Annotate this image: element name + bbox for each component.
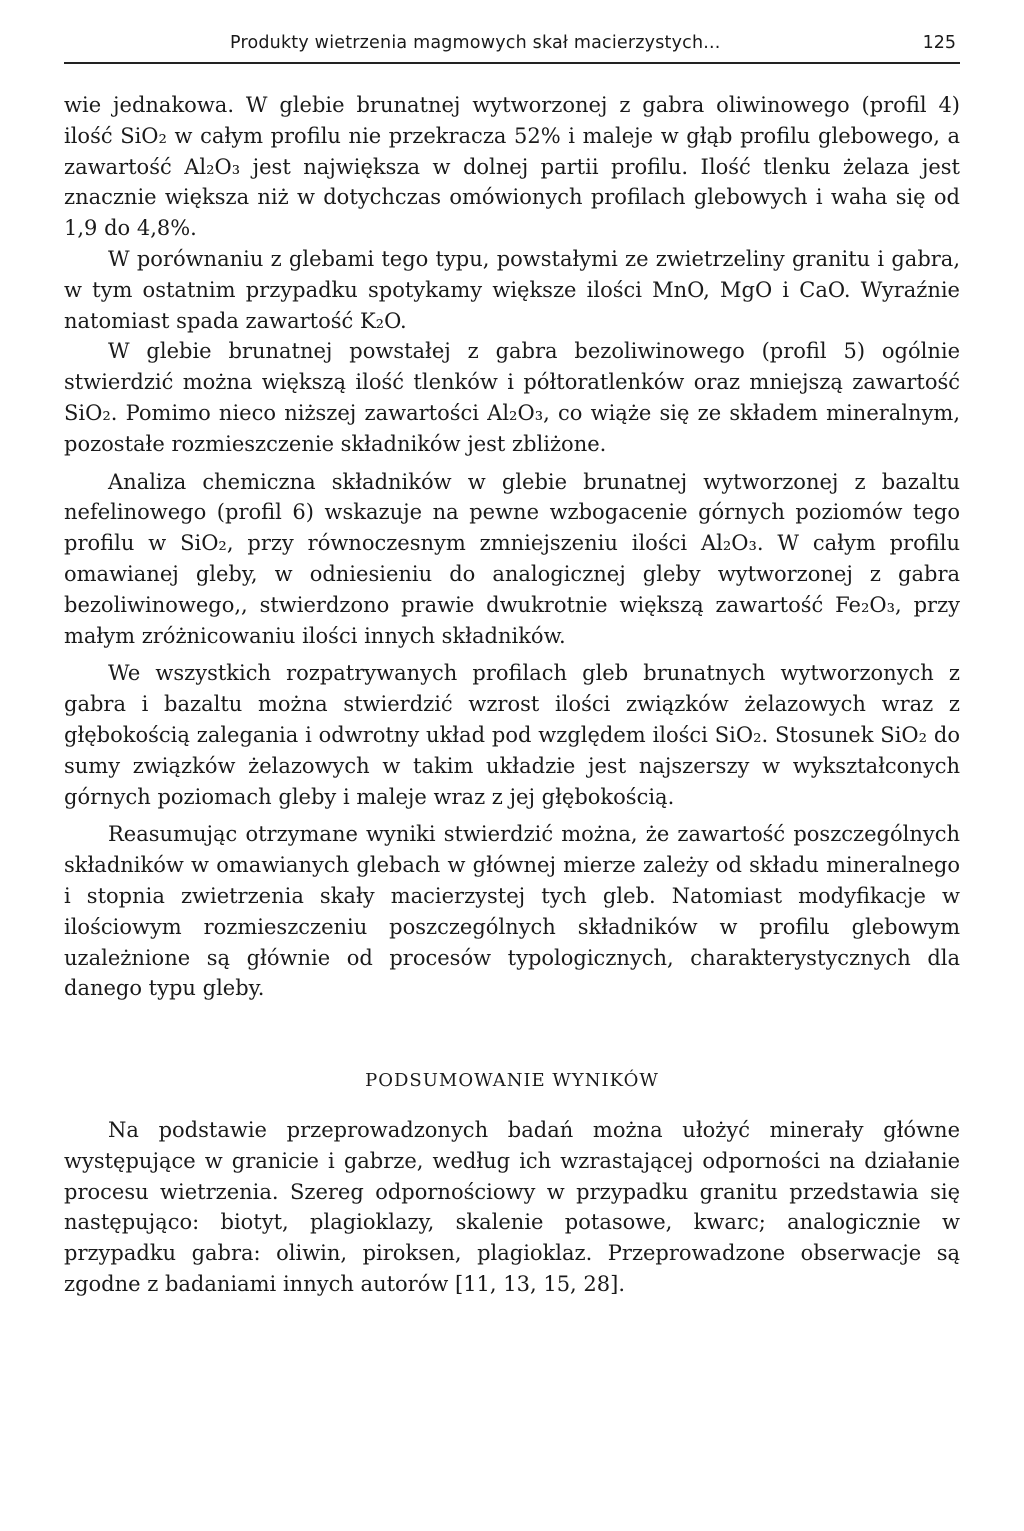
paragraph-4: Analiza chemiczna składników w glebie brunatnej wytworzonej z bazaltu nefelinowego (profil 6) wskazuje na pewne wzbogacenie górnych poziomów tego profilu w SiO₂, przy równoczesnym zmniejszeniu ilości Al₂O₃. W całym profilu omawianej gleby, w odniesieniu do analogicznej gleby wytworzonej z gabra bezoliwinowego,, stwierdzono prawie dwukrotnie większą zawartość Fe₂O₃, przy małym zróżnicowaniu ilości innych składników. bbox=[64, 469, 960, 648]
running-title: Produkty wietrzenia magmowych skał macierzystych... bbox=[230, 33, 721, 53]
summary-paragraph: Na podstawie przeprowadzonych badań można ułożyć minerały główne występujące w granicie i gabrze, według ich wzrastającej odporności na działanie procesu wietrzenia. Szereg odpornościowy w przypadku granitu przedstawia się następująco: biotyt, plagioklazy, skalenie potasowe, kwarc; analogicznie w przypadku gabra: oliwin, piroksen, plagioklaz. Przeprowadzone obserwacje są zgodne z badaniami innych autorów [11, 13, 15, 28]. bbox=[64, 1117, 960, 1296]
paragraph-5: We wszystkich rozpatrywanych profilach gleb brunatnych wytworzonych z gabra i bazaltu można stwierdzić wzrost ilości związków żelazowych wraz z głębokością zalegania i odwrotny układ pod względem ilości SiO₂. Stosunek SiO₂ do sumy związków żelazowych w takim układzie jest najszerszy w wykształconych górnych poziomach gleby i maleje wraz z jej głębokością. bbox=[64, 661, 960, 809]
body-text bbox=[64, 90, 960, 1300]
page-number: 125 bbox=[922, 33, 956, 53]
section-title: PODSUMOWANIE WYNIKÓW bbox=[365, 1070, 659, 1092]
paragraph-3: W glebie brunatnej powstałej z gabra bezoliwinowego (profil 5) ogólnie stwierdzić można większą ilość tlenków i półtoratlenków oraz mniejszą zawartość SiO₂. Pomimo nieco niższej zawartości Al₂O₃, co wiąże się ze składem mineralnym, pozostałe rozmieszczenie składników jest zbliżone. bbox=[64, 339, 960, 456]
paragraph-1: wie jednakowa. W glebie brunatnej wytworzonej z gabra oliwinowego (profil 4) ilość SiO₂ w całym profilu nie przekracza 52% i maleje w głąb profilu glebowego, a zawartość Al₂O₃ jest największa w dolnej partii profilu. Ilość tlenku żelaza jest znacznie większa niż w dotychczas omówionych profilach glebowych i waha się od 1,9 do 4,8%. bbox=[64, 93, 960, 241]
paragraph-2: W porównaniu z glebami tego typu, powstałymi ze zwietrzeliny granitu i gabra, w tym ostatnim przypadku spotykamy większe ilości MnO, MgO i CaO. Wyraźnie natomiast spada zawartość K₂O. bbox=[64, 246, 960, 333]
header-rule bbox=[64, 62, 960, 64]
paragraph-6: Reasumując otrzymane wyniki stwierdzić można, że zawartość poszczególnych składników w omawianych glebach w głównej mierze zależy od składu mineralnego i stopnia zwietrzenia skały macierzystej tych gleb. Natomiast modyfikacje w ilościowym rozmieszczeniu poszczególnych składników w profilu glebowym uzależnione są głównie od procesów typologicznych, charakterystycznych dla danego typu gleby. bbox=[64, 822, 960, 1001]
